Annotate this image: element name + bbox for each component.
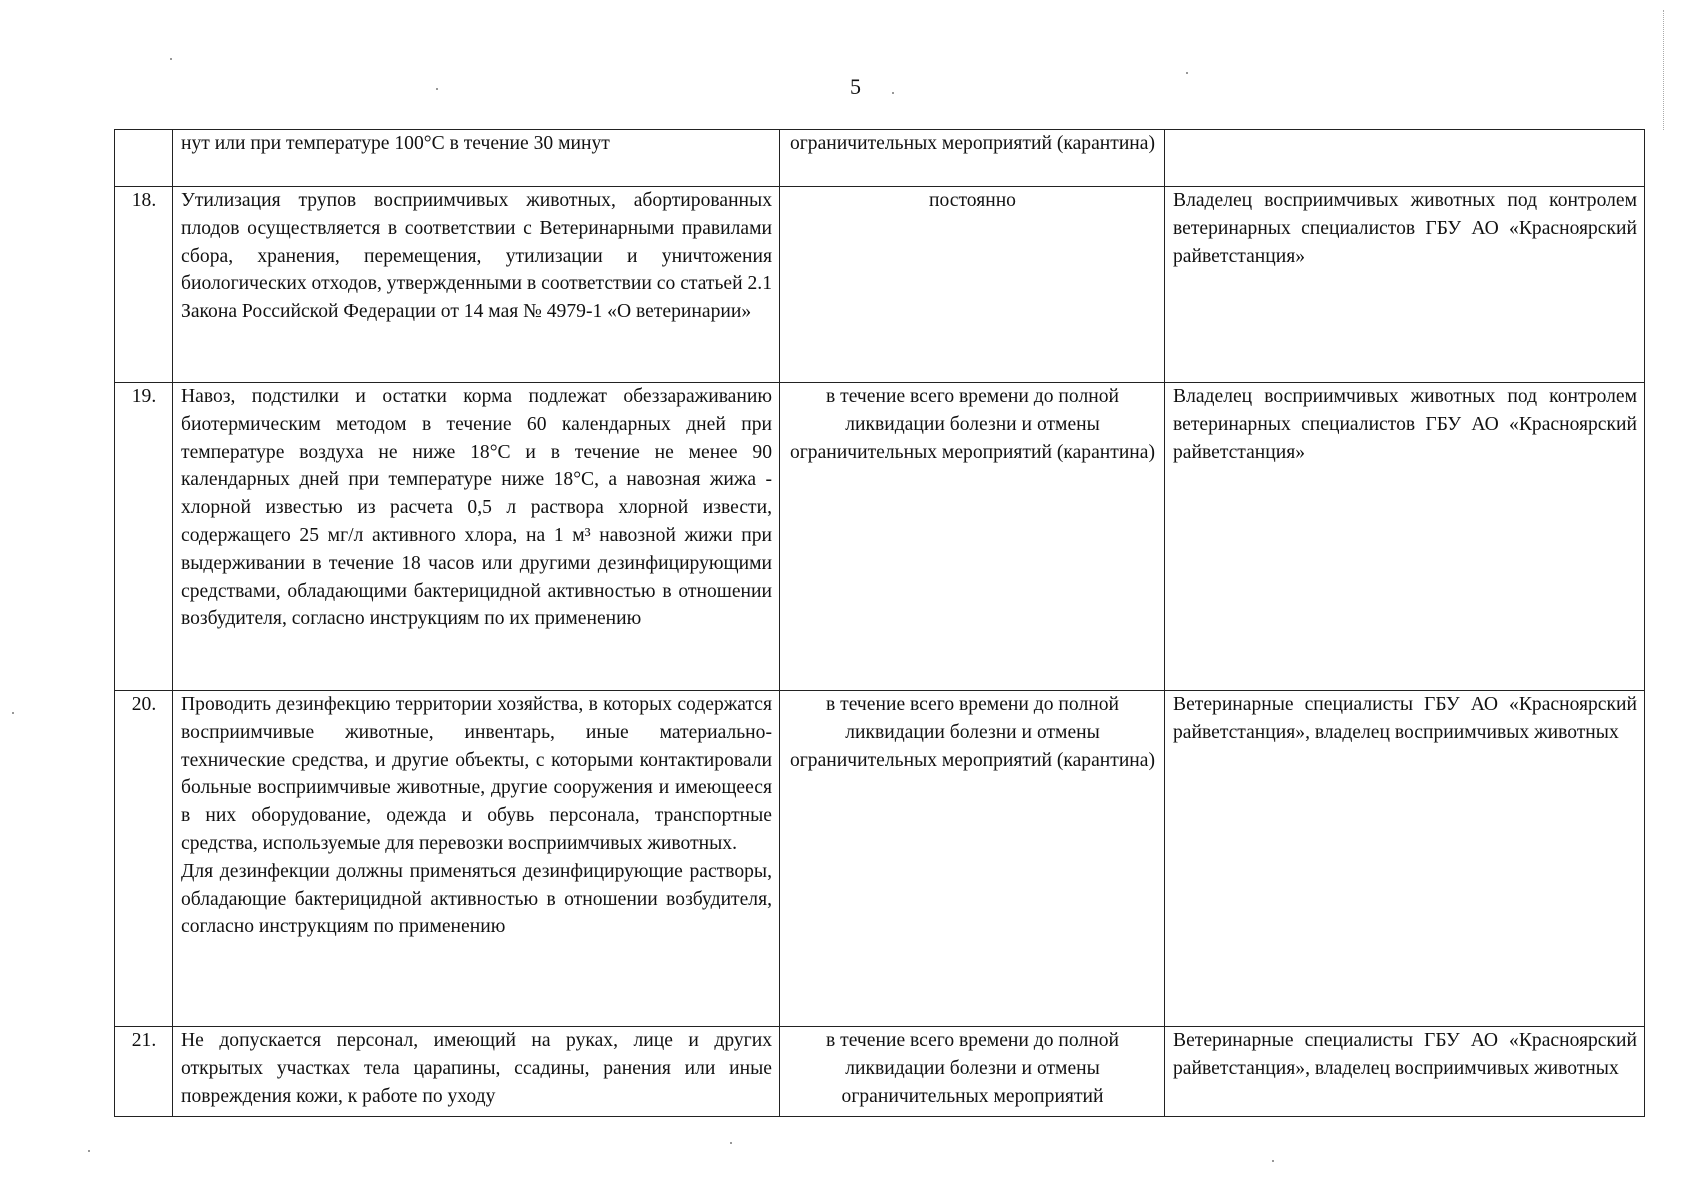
measure-text: Проводить дезинфекцию территории хозяйства, в которых содержатся восприимчивые животные, инвентарь, иные материально-технические средства, и другие объекты, с которыми контактировали больные восприимчивые животные, другие сооружения и имеющееся в них оборудование, одежда и обувь персонала, транспортные средства, используемые для перевозки восприимчивых животных. bbox=[181, 694, 772, 854]
page-number: 5 bbox=[850, 74, 861, 99]
measures-table bbox=[114, 129, 1645, 1117]
row-number: 18. bbox=[115, 187, 173, 383]
row-number bbox=[115, 130, 173, 187]
responsible-cell bbox=[1165, 130, 1645, 187]
term-cell: в течение всего времени до полной ликвидации болезни и отмены ограничительных мероприятий (карантина) bbox=[780, 383, 1165, 691]
measure-cell bbox=[173, 130, 780, 187]
scan-speck bbox=[892, 92, 894, 94]
scan-speck bbox=[436, 88, 438, 90]
measure-text: Утилизация трупов восприимчивых животных, абортированных плодов осуществляется в соответствии с Ветеринарными правилами сбора, хранения, перемещения, утилизации и уничтожения биологических отходов, утвержденными в соответствии со статьей 2.1 Закона Российской Федерации от 14 мая № 4979-1 «О ветеринарии» bbox=[181, 190, 772, 323]
responsible-cell: Ветеринарные специалисты ГБУ АО «Красноярский райветстанция», владелец восприимчивых животных bbox=[1165, 1027, 1645, 1117]
row-number: 21. bbox=[115, 1027, 173, 1117]
table-row bbox=[115, 187, 1645, 383]
row-number: 19. bbox=[115, 383, 173, 691]
measure-text: нут или при температуре 100°С в течение 30 минут bbox=[181, 133, 610, 154]
measure-cell bbox=[173, 187, 780, 383]
scan-speck bbox=[88, 1150, 90, 1152]
scan-speck bbox=[12, 712, 14, 714]
measure-cell bbox=[173, 1027, 780, 1117]
measure-text: Для дезинфекции должны применяться дезинфицирующие растворы, обладающие бактерицидной активностью в отношении возбудителя, согласно инструкциям по применению bbox=[181, 860, 772, 938]
measure-cell bbox=[173, 383, 780, 691]
table-row bbox=[115, 1027, 1645, 1117]
scan-margin-strip bbox=[1663, 10, 1684, 130]
scan-speck bbox=[730, 1142, 732, 1144]
table-row bbox=[115, 130, 1645, 187]
row-number: 20. bbox=[115, 691, 173, 1027]
table-row bbox=[115, 691, 1645, 1027]
measure-text: Не допускается персонал, имеющий на руках, лице и других открытых участках тела царапины, ссадины, ранения или иные повреждения кожи, к работе по уходу bbox=[181, 1030, 772, 1107]
scan-speck bbox=[1272, 1160, 1274, 1162]
term-cell: в течение всего времени до полной ликвидации болезни и отмены ограничительных мероприятий bbox=[780, 1027, 1165, 1117]
responsible-cell: Владелец восприимчивых животных под контролем ветеринарных специалистов ГБУ АО «Красноярский райветстанция» bbox=[1165, 187, 1645, 383]
responsible-cell: Владелец восприимчивых животных под контролем ветеринарных специалистов ГБУ АО «Красноярский райветстанция» bbox=[1165, 383, 1645, 691]
responsible-cell: Ветеринарные специалисты ГБУ АО «Красноярский райветстанция», владелец восприимчивых животных bbox=[1165, 691, 1645, 1027]
scan-speck bbox=[170, 58, 172, 60]
term-cell: ограничительных мероприятий (карантина) bbox=[780, 130, 1165, 187]
table-row bbox=[115, 383, 1645, 691]
term-cell: в течение всего времени до полной ликвидации болезни и отмены ограничительных мероприятий (карантина) bbox=[780, 691, 1165, 1027]
measure-text: Навоз, подстилки и остатки корма подлежат обеззараживанию биотермическим методом в течение 60 календарных дней при температуре воздуха не ниже 18°С и в течение не менее 90 календарных дней при температуре ниже 18°С, а навозная жижа - хлорной известью из расчета 0,5 л раствора хлорной извести, содержащего 25 мг/л активного хлора, на 1 м³ навозной жижи при выдерживании в течение 18 часов или другими дезинфицирующими средствами, обладающими бактерицидной активностью в отношении возбудителя, согласно инструкциям по их применению bbox=[181, 386, 772, 630]
term-cell: постоянно bbox=[780, 187, 1165, 383]
measure-cell bbox=[173, 691, 780, 1027]
scan-speck bbox=[1186, 72, 1188, 74]
